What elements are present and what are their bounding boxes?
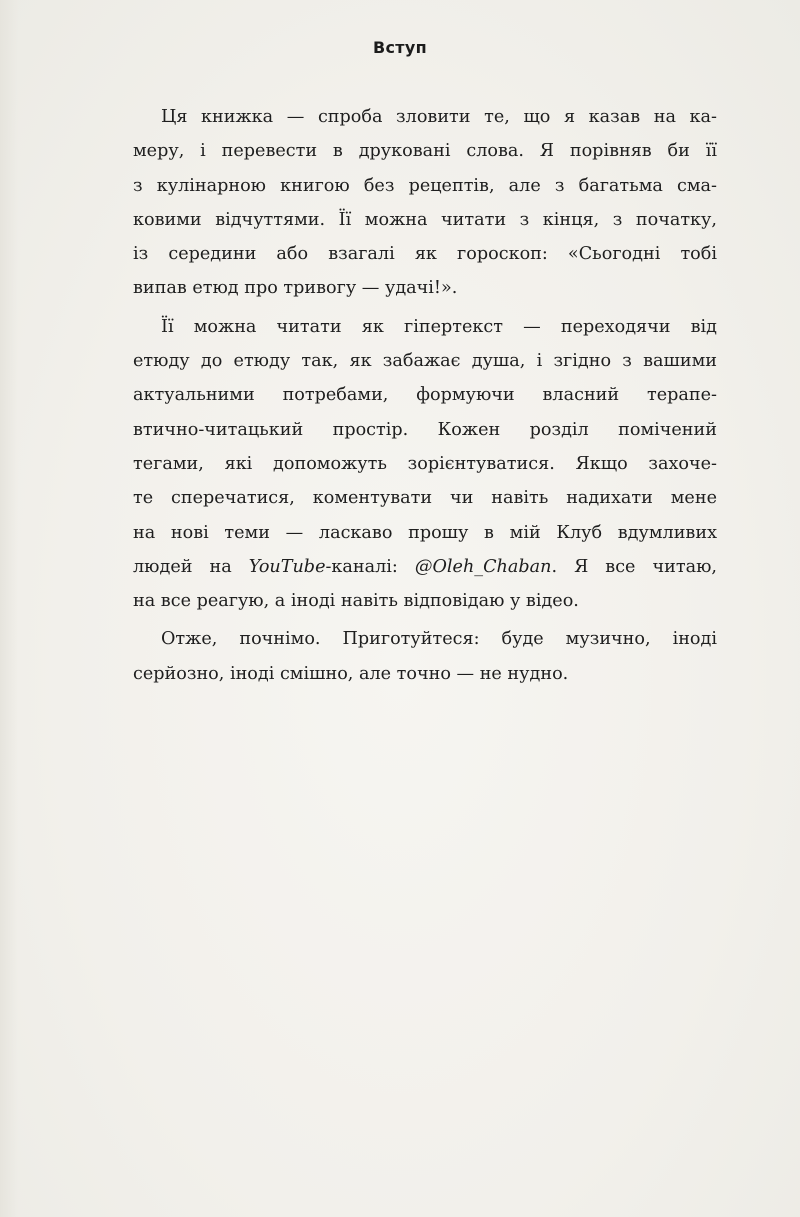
text-fragment: . Я все читаю, (551, 556, 717, 577)
text-fragment: людей на (133, 556, 249, 577)
text-line: на все реагую, а іноді навіть відповідаю у відео. (133, 591, 579, 612)
text-line: ковими відчуттями. Її можна читати з кінця, з початку, (133, 209, 717, 230)
text-line: Її можна читати як гіпертекст — переходячи від (161, 316, 717, 337)
page-gutter-shadow (0, 0, 18, 1217)
text-line: Ця книжка — спроба зловити те, що я казав на ка- (161, 107, 717, 127)
text-line: на нові теми — ласкаво прошу в мій Клуб вдумливих (133, 522, 717, 543)
text-line: актуальними потребами, формуючи власний терапе- (133, 385, 717, 406)
text-line: меру, і перевести в друковані слова. Я порівняв би її (133, 141, 717, 162)
text-line: із середини або взагалі як гороскоп: «Сьогодні тобі (133, 244, 717, 265)
running-head-title: Вступ (373, 38, 427, 57)
channel-handle-italic: @Oleh_Chaban (414, 556, 552, 577)
text-line: те сперечатися, коментувати чи навіть надихати мене (133, 488, 717, 509)
paragraph-2 (133, 310, 717, 619)
text-line: втично-читацький простір. Кожен розділ помічений (133, 419, 717, 440)
paragraph-1 (133, 100, 717, 306)
text-line-with-italics (133, 550, 717, 584)
text-line: випав етюд про тривогу — удачі!». (133, 278, 458, 299)
text-fragment: -каналі: (325, 556, 415, 577)
text-line: Отже, почнімо. Приготуйтеся: буде музично, іноді (161, 629, 717, 650)
text-line: етюду до етюду так, як забажає душа, і згідно з вашими (133, 351, 717, 372)
text-line: з кулінарною книгою без рецептів, але з багатьма сма- (133, 175, 717, 196)
text-line: тегами, які допоможуть зорієнтуватися. Якщо захоче- (133, 453, 717, 474)
paragraph-3 (133, 622, 717, 691)
text-line: серйозно, іноді смішно, але точно — не нудно. (133, 663, 569, 684)
youtube-italic: YouTube (248, 556, 326, 577)
body-text (133, 100, 717, 695)
